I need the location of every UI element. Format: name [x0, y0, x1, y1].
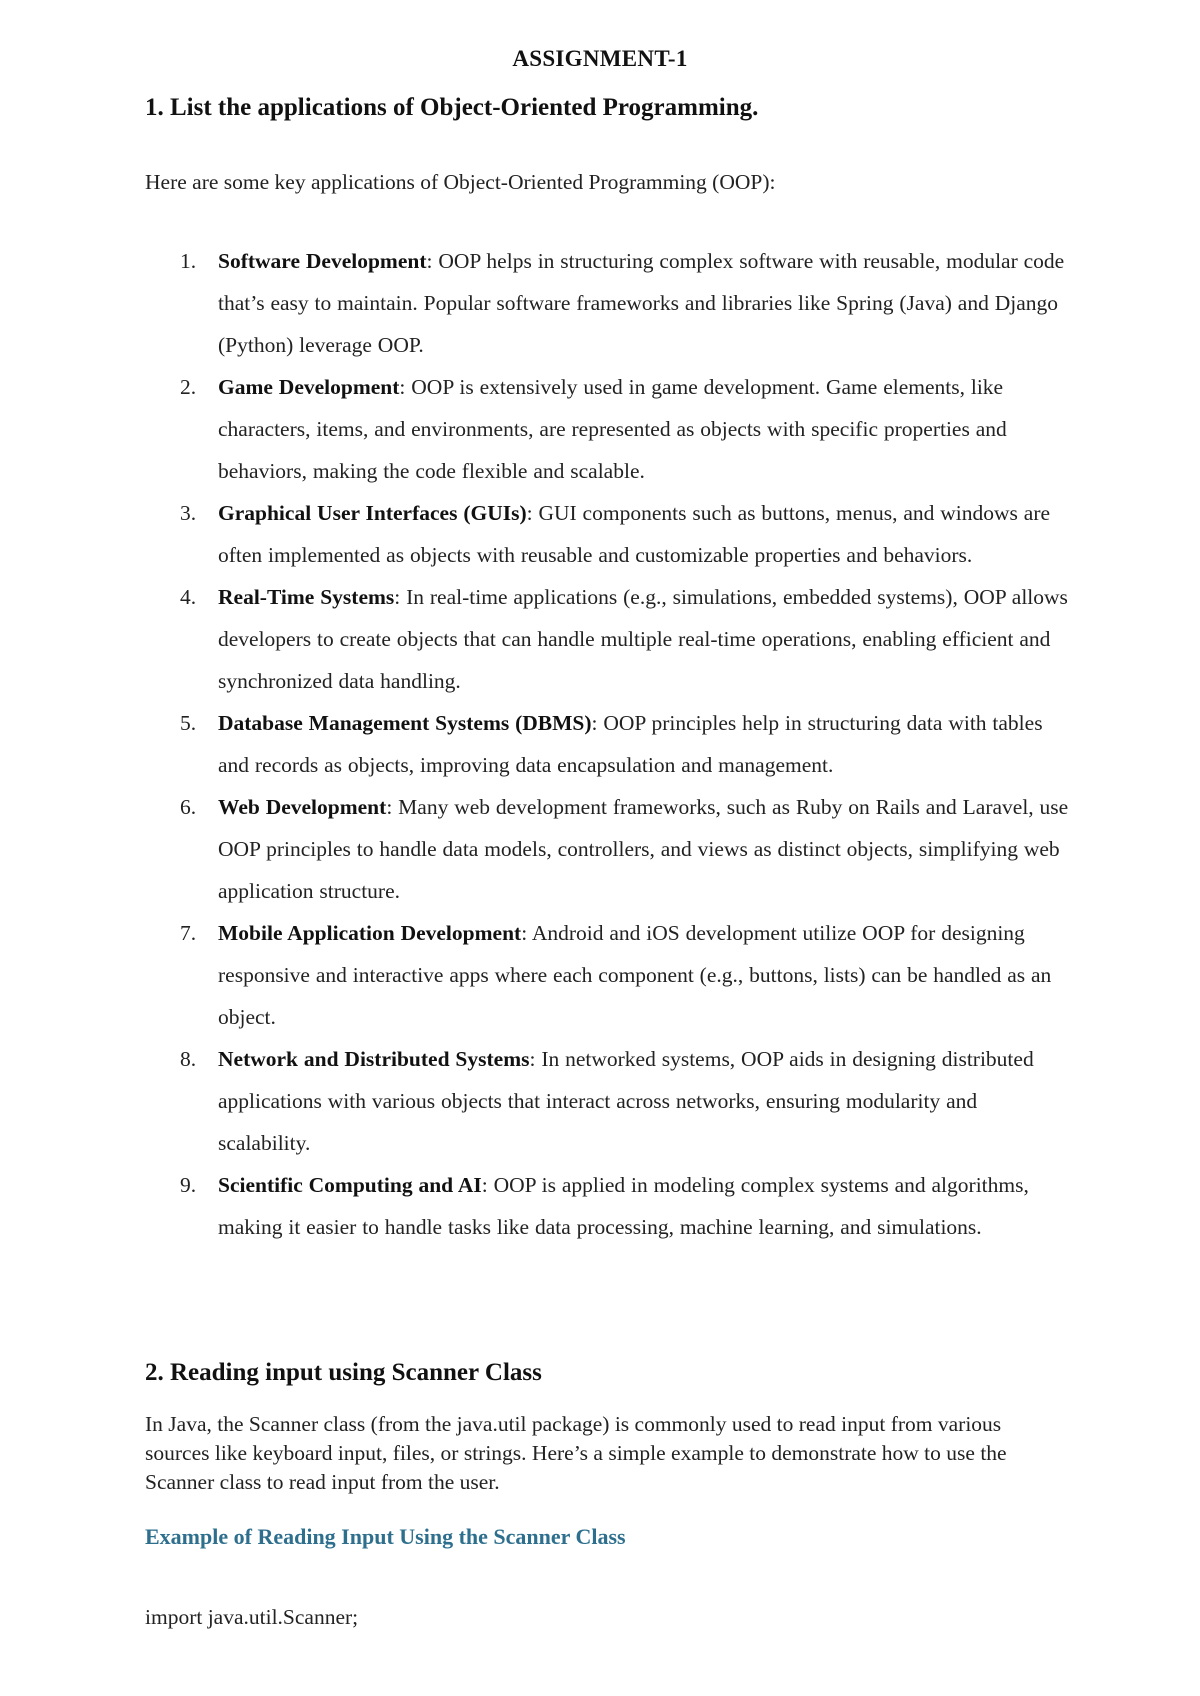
- list-item-number: 6.: [180, 795, 197, 819]
- code-line: import java.util.Scanner;: [145, 1605, 359, 1629]
- list-item: [0, 702, 1200, 786]
- list-item-description: : GUI components such as buttons, menus, and windows are often implemented as objects with reusable and customizable properties and behaviors.: [218, 501, 1051, 567]
- list-item-text: [218, 1038, 1073, 1164]
- list-item-term: Software Development: [218, 249, 427, 273]
- list-item-description: : OOP is applied in modeling complex systems and algorithms, making it easier to handle tasks like data processing, machine learning, and simulations.: [218, 1173, 1029, 1239]
- list-item-description: : OOP helps in structuring complex software with reusable, modular code that’s easy to maintain. Popular software frameworks and libraries like Spring (Java) and Django (Python) leverage OOP.: [218, 249, 1065, 357]
- section-1-heading: 1. List the applications of Object-Oriented Programming.: [145, 94, 759, 121]
- list-item-text: [218, 366, 1073, 492]
- document-title: ASSIGNMENT-1: [512, 46, 688, 71]
- list-item-number: 5.: [180, 711, 197, 735]
- list-item-description: : Android and iOS development utilize OOP for designing responsive and interactive apps where each component (e.g., buttons, lists) can be handled as an object.: [218, 921, 1052, 1029]
- list-item-number: 9.: [180, 1173, 197, 1197]
- list-item: [0, 492, 1200, 576]
- list-item-number: 3.: [180, 501, 197, 525]
- list-item: [0, 912, 1200, 1038]
- list-item-term: Scientific Computing and AI: [218, 1173, 482, 1197]
- list-item-text: [218, 1164, 1073, 1248]
- list-item-description: : OOP is extensively used in game development. Game elements, like characters, items, and environments, are represented as objects with specific properties and behaviors, making the code flexible and scalable.: [218, 375, 1007, 483]
- list-item: [0, 240, 1200, 366]
- list-item-term: Mobile Application Development: [218, 921, 522, 945]
- section-1-intro: Here are some key applications of Object-Oriented Programming (OOP):: [145, 170, 776, 194]
- list-item-text: [218, 702, 1073, 786]
- list-item-term: Web Development: [218, 795, 387, 819]
- list-item: [0, 576, 1200, 702]
- list-item-term: Graphical User Interfaces (GUIs): [218, 501, 527, 525]
- list-item-text: [218, 240, 1073, 366]
- list-item-text: [218, 576, 1073, 702]
- list-item-term: Database Management Systems (DBMS): [218, 711, 592, 735]
- example-heading: Example of Reading Input Using the Scanner Class: [145, 1524, 626, 1549]
- list-item: [0, 1164, 1200, 1248]
- list-item-term: Real-Time Systems: [218, 585, 395, 609]
- list-item-description: : In real-time applications (e.g., simulations, embedded systems), OOP allows developers to create objects that can handle multiple real-time operations, enabling efficient and synchronized data handling.: [218, 585, 1068, 693]
- list-item-term: Network and Distributed Systems: [218, 1047, 530, 1071]
- list-item: [0, 786, 1200, 912]
- section-2-heading: 2. Reading input using Scanner Class: [145, 1359, 542, 1386]
- list-item-number: 7.: [180, 921, 197, 945]
- list-item-number: 1.: [180, 249, 197, 273]
- list-item-term: Game Development: [218, 375, 400, 399]
- applications-list: [0, 240, 1200, 1248]
- list-item: [0, 1038, 1200, 1164]
- list-item-text: [218, 912, 1073, 1038]
- list-item-description: : OOP principles help in structuring data with tables and records as objects, improving data encapsulation and management.: [218, 711, 1043, 777]
- list-item-number: 8.: [180, 1047, 197, 1071]
- list-item-description: : In networked systems, OOP aids in designing distributed applications with various objects that interact across networks, ensuring modularity and scalability.: [218, 1047, 1034, 1155]
- section-2-paragraph: In Java, the Scanner class (from the java.util package) is commonly used to read input from various sources like keyboard input, files, or strings. Here’s a simple example to demonstrate how to use the Scanner class to read input from the user.: [145, 1412, 1007, 1494]
- list-item-description: : Many web development frameworks, such as Ruby on Rails and Laravel, use OOP principles to handle data models, controllers, and views as distinct objects, simplifying web application structure.: [218, 795, 1069, 903]
- list-item: [0, 366, 1200, 492]
- list-item-number: 2.: [180, 375, 197, 399]
- list-item-text: [218, 786, 1073, 912]
- list-item-text: [218, 492, 1073, 576]
- list-item-number: 4.: [180, 585, 197, 609]
